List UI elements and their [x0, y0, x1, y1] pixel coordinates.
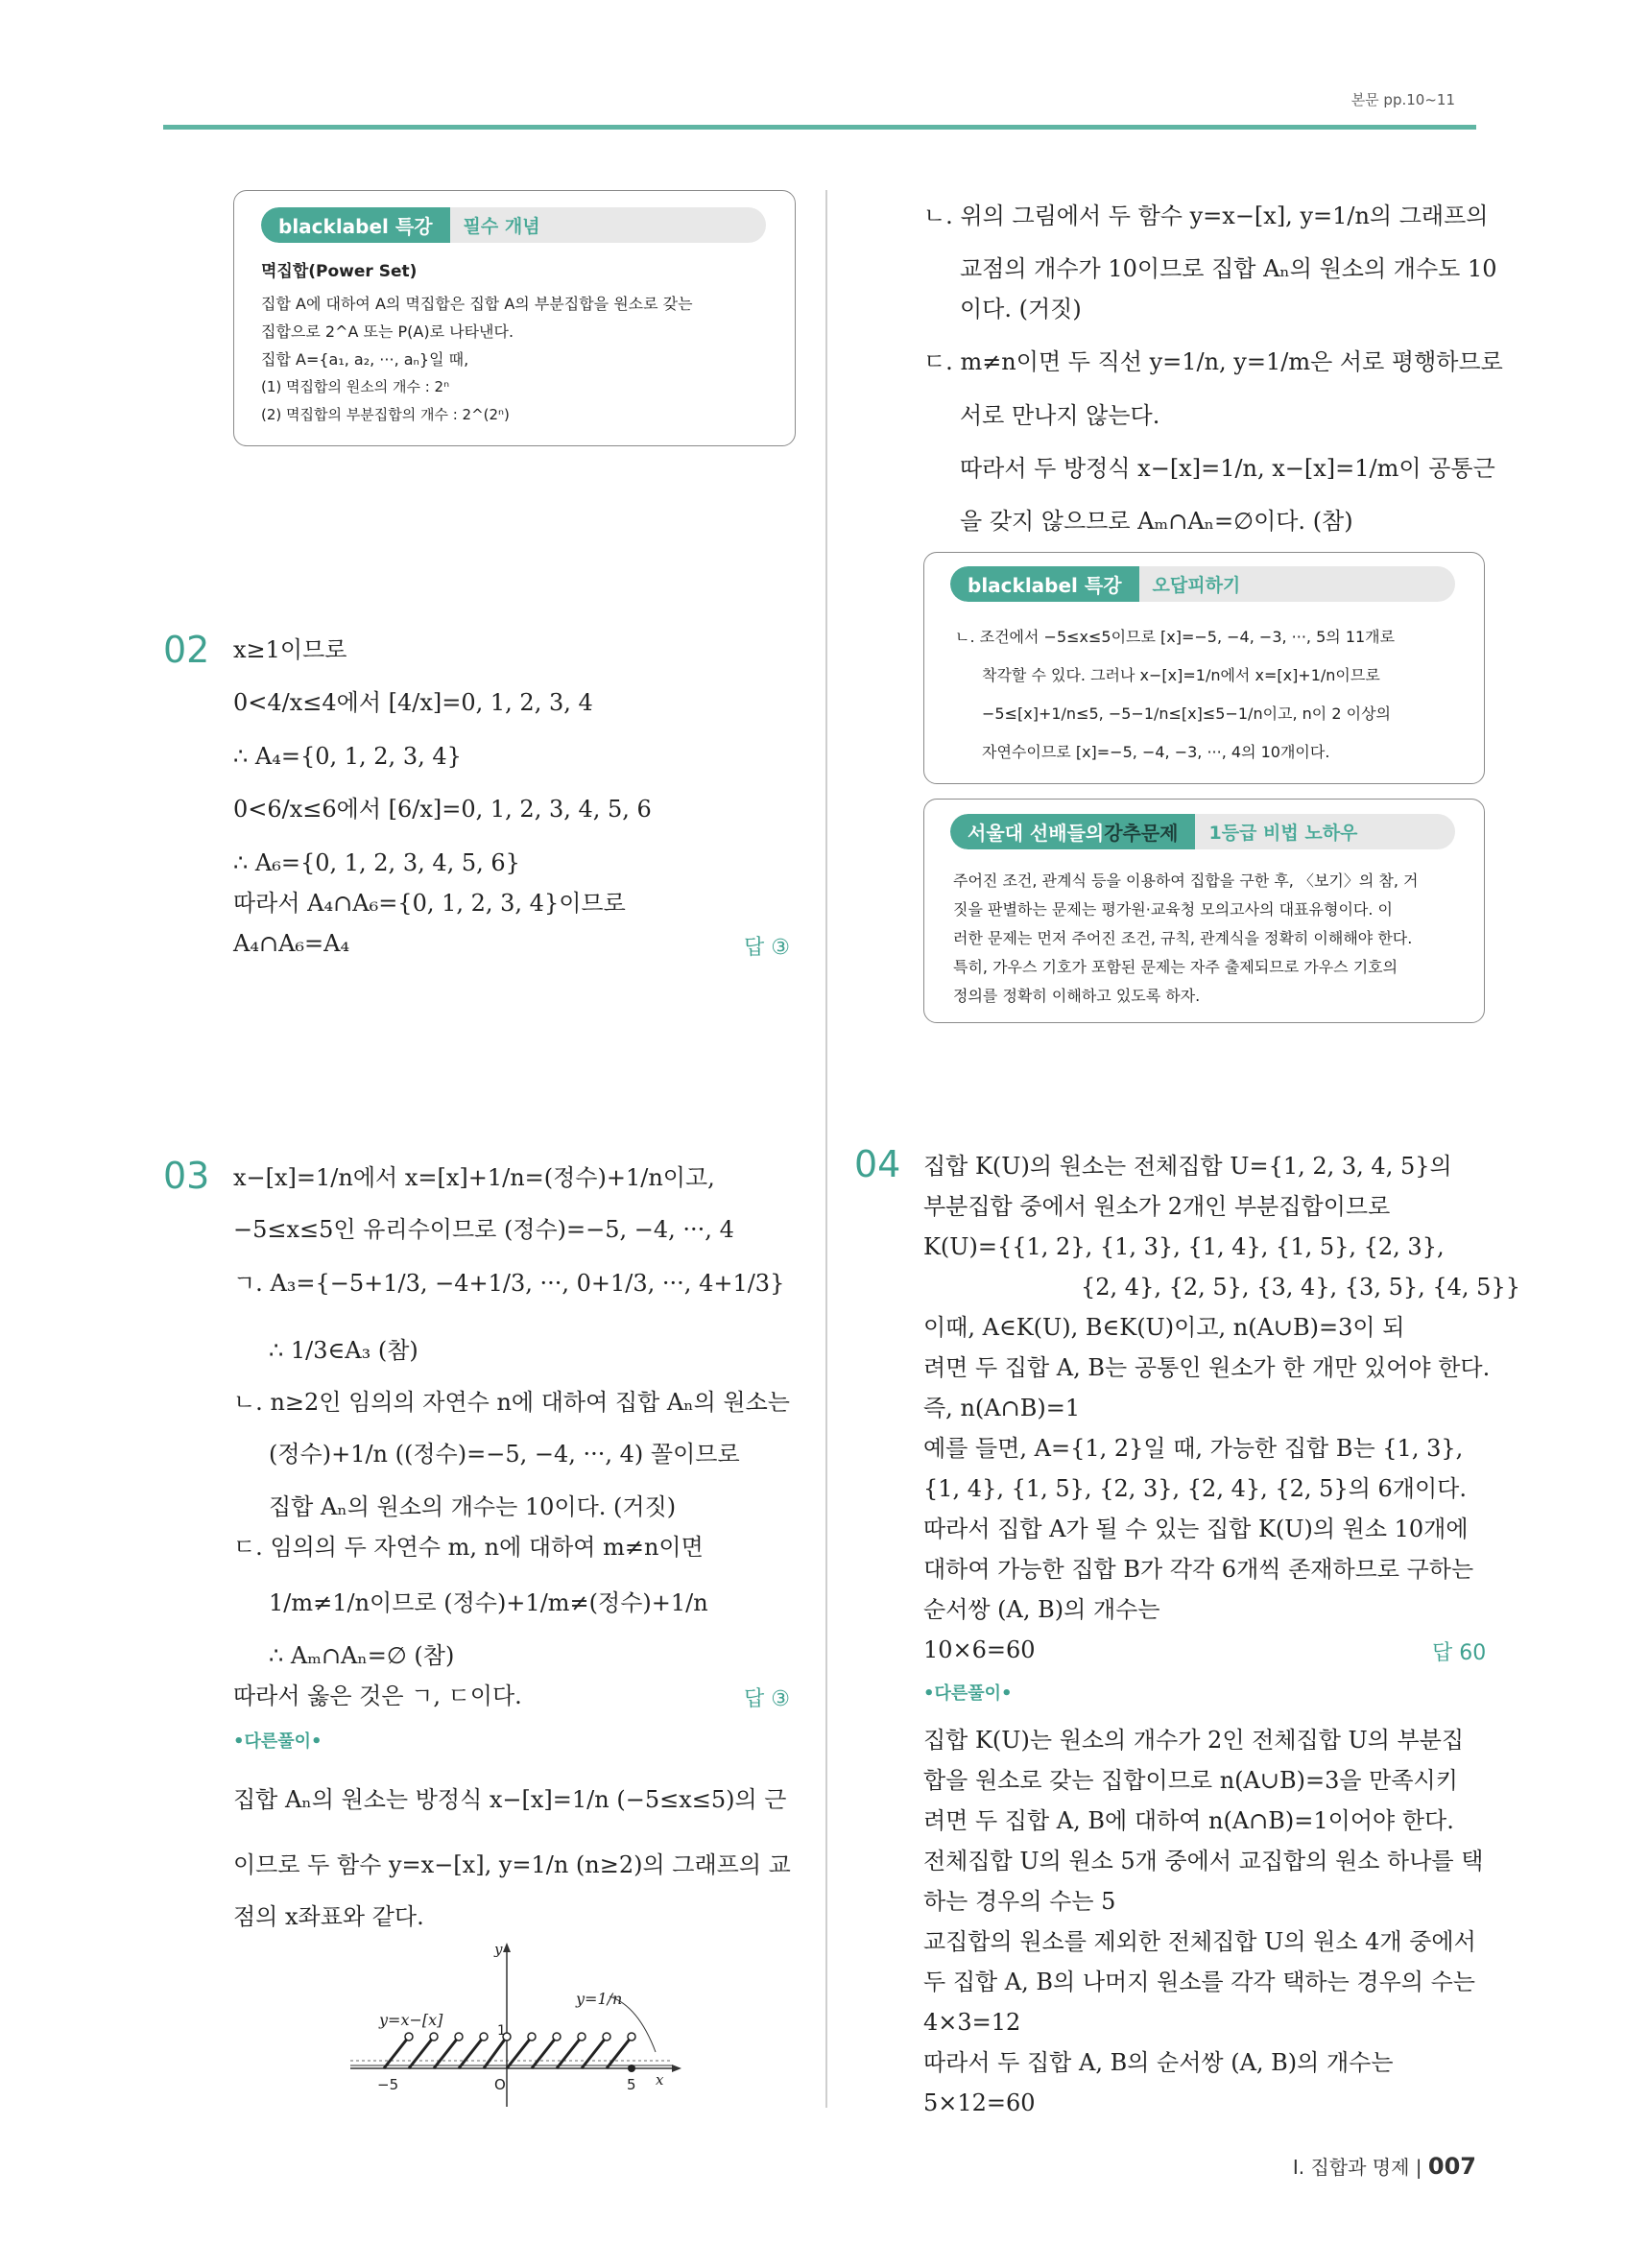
mistake-line: 착각할 수 있다. 그러나 x−[x]=1/n에서 x=[x]+1/n이므로 [982, 666, 1380, 684]
q04-line: 대하여 가능한 집합 B가 각각 6개씩 존재하므로 구하는 [923, 1556, 1474, 1583]
concept-title: 멱집합(Power Set) [261, 262, 418, 281]
q03-alt-line: 이므로 두 함수 y=x−[x], y=1/n (n≥2)의 그래프의 교 [233, 1851, 791, 1878]
mistake-line: 자연수이므로 [x]=−5, −4, −3, ···, 4의 10개이다. [982, 743, 1330, 761]
q04-alt-line: 전체집합 U의 원소 5개 중에서 교집합의 원소 하나를 택 [923, 1848, 1484, 1874]
tick-5: 5 [627, 2076, 636, 2093]
q04-alt-line: 집합 K(U)는 원소의 개수가 2인 전체집합 U의 부분집 [923, 1727, 1465, 1754]
right-line: 교점의 개수가 10이므로 집합 Aₙ의 원소의 개수도 10 [960, 255, 1497, 282]
q02-line: ∴ A₆={0, 1, 2, 3, 4, 5, 6} [233, 849, 520, 876]
q03-line: 따라서 옳은 것은 ㄱ, ㄷ이다. [233, 1683, 522, 1709]
q03-line: ∴ 1/3∈A₃ (참) [269, 1337, 418, 1364]
right-line: 을 갖지 않으므로 Aₘ∩Aₙ=∅이다. (참) [960, 508, 1353, 535]
tip-line: 주어진 조건, 관계식 등을 이용하여 집합을 구한 후, 〈보기〉의 참, 거 [953, 871, 1419, 890]
seoul-tag: 서울대 선배들의 강추문제 [950, 814, 1195, 849]
y-axis-arrow [503, 1943, 511, 1952]
mistake-box [923, 552, 1485, 784]
tip-label: 1등급 비법 노하우 [1208, 823, 1358, 844]
q04-line: K(U)={{1, 2}, {1, 3}, {1, 4}, {1, 5}, {2, 3}, [923, 1233, 1445, 1260]
q03-line: x−[x]=1/n에서 x=[x]+1/n=(정수)+1/n이고, [233, 1164, 715, 1191]
q04-line: 즉, n(A∩B)=1 [923, 1395, 1081, 1421]
q03-line: ㄷ. 임의의 두 자연수 m, n에 대하여 m≠n이면 [233, 1534, 704, 1561]
blacklabel-tag: blacklabel 특강 [261, 207, 450, 243]
page-number: 007 [1427, 2153, 1476, 2180]
tip-line: 정의를 정확히 이해하고 있도록 하자. [953, 987, 1201, 1005]
q03-line: 집합 Aₙ의 원소의 개수는 10이다. (거짓) [269, 1493, 677, 1520]
x-axis-label: x [656, 2071, 664, 2089]
q02-line: ∴ A₄={0, 1, 2, 3, 4} [233, 743, 462, 770]
concept-line: 집합 A={a₁, a₂, ···, aₙ}일 때, [261, 350, 469, 369]
sawtooth-segments [384, 2037, 632, 2068]
right-line: ㄴ. 위의 그림에서 두 함수 y=x−[x], y=1/n의 그래프의 [923, 203, 1489, 229]
q04-line: 이때, A∈K(U), B∈K(U)이고, n(A∪B)=3이 되 [923, 1314, 1405, 1341]
q04-line: 집합 K(U)의 원소는 전체집합 U={1, 2, 3, 4, 5}의 [923, 1153, 1452, 1180]
q04-line: 예를 들면, A={1, 2}일 때, 가능한 집합 B는 {1, 3}, [923, 1435, 1464, 1462]
x-axis-arrow [672, 2065, 681, 2072]
right-line: 서로 만나지 않는다. [960, 402, 1160, 429]
problem-number-03: 03 [163, 1155, 210, 1197]
q04-line: 부분집합 중에서 원소가 2개인 부분집합이므로 [923, 1193, 1391, 1220]
q04-alt-title: •다른풀이• [923, 1683, 1013, 1704]
q02-line: 따라서 A₄∩A₆={0, 1, 2, 3, 4}이므로 [233, 890, 626, 917]
tick-1: 1 [497, 2023, 506, 2039]
closed-point [628, 2065, 635, 2072]
column-divider [825, 190, 827, 2108]
mistake-line: ㄴ. 조건에서 −5≤x≤5이므로 [x]=−5, −4, −3, ···, 5의 11개로 [955, 628, 1396, 646]
saw-label: y=x−[x] [379, 2011, 443, 2029]
line-label: y=1/n [576, 1990, 623, 2008]
concept-box [233, 190, 796, 446]
header-rule [163, 125, 1476, 130]
q03-line: (정수)+1/n ((정수)=−5, −4, ···, 4) 꼴이므로 [269, 1441, 740, 1468]
q04-alt-line: 교집합의 원소를 제외한 전체집합 U의 원소 4개 중에서 [923, 1928, 1476, 1955]
problem-number-04: 04 [854, 1143, 901, 1185]
q03-alt-line: 점의 x좌표와 같다. [233, 1903, 424, 1930]
q03-answer: 답 ③ [744, 1687, 790, 1711]
tip-line: 특히, 가우스 기호가 포함된 문제는 자주 출제되므로 가우스 기호의 [953, 958, 1398, 976]
q04-alt-line: 두 집합 A, B의 나머지 원소를 각각 택하는 경우의 수는 [923, 1969, 1475, 1995]
q02-answer: 답 ③ [744, 936, 790, 960]
y-axis-label: y [494, 1941, 503, 1958]
q04-line: 려면 두 집합 A, B는 공통인 원소가 한 개만 있어야 한다. [923, 1354, 1491, 1381]
q04-alt-line: 4×3=12 [923, 2009, 1021, 2036]
q02-line: 0<4/x≤4에서 [4/x]=0, 1, 2, 3, 4 [233, 689, 593, 716]
sawtooth-graph [350, 1939, 686, 2112]
q03-line: −5≤x≤5인 유리수이므로 (정수)=−5, −4, ···, 4 [233, 1216, 734, 1243]
q04-alt-line: 합을 원소로 갖는 집합이므로 n(A∪B)=3을 만족시키 [923, 1767, 1458, 1794]
mistake-label: 오답피하기 [1152, 575, 1241, 596]
concept-line: 집합 A에 대하여 A의 멱집합은 집합 A의 부분집합을 원소로 갖는 [261, 295, 693, 313]
tip-line: 러한 문제는 먼저 주어진 조건, 규칙, 관계식을 정확히 이해해야 한다. [953, 929, 1413, 947]
concept-line: (1) 멱집합의 원소의 개수 : 2ⁿ [261, 378, 450, 395]
right-line: 이다. (거짓) [960, 296, 1082, 322]
q04-answer: 답 60 [1432, 1641, 1487, 1665]
concept-line: 집합으로 2^A 또는 P(A)로 나타낸다. [261, 322, 514, 341]
concept-line: (2) 멱집합의 부분집합의 개수 : 2^(2ⁿ) [261, 406, 510, 423]
q04-line: {2, 4}, {2, 5}, {3, 4}, {3, 5}, {4, 5}} [1081, 1274, 1520, 1301]
mistake-line: −5≤[x]+1/n≤5, −5−1/n≤[x]≤5−1/n이고, n이 2 이상의 [982, 704, 1391, 723]
tick-minus5: −5 [377, 2076, 399, 2093]
mistake-box-header [950, 566, 1455, 602]
right-line: ㄷ. m≠n이면 두 직선 y=1/n, y=1/m은 서로 평행하므로 [923, 348, 1503, 375]
q04-alt-line: 따라서 두 집합 A, B의 순서쌍 (A, B)의 개수는 [923, 2049, 1394, 2076]
q03-line: ∴ Aₘ∩Aₙ=∅ (참) [269, 1642, 455, 1669]
q04-line: 10×6=60 [923, 1636, 1036, 1663]
page-reference: 본문 pp.10~11 [1350, 91, 1455, 108]
open-points [405, 2033, 635, 2041]
q03-line: ㄱ. A₃={−5+1/3, −4+1/3, ···, 0+1/3, ···, 4+1/3} [233, 1270, 785, 1297]
q04-alt-line: 하는 경우의 수는 5 [923, 1888, 1116, 1915]
q03-alt-line: 집합 Aₙ의 원소는 방정식 x−[x]=1/n (−5≤x≤5)의 근 [233, 1786, 787, 1813]
q04-line: {1, 4}, {1, 5}, {2, 3}, {2, 4}, {2, 5}의 6개이다. [923, 1475, 1467, 1502]
page-footer [1293, 2152, 1476, 2180]
right-line: 따라서 두 방정식 x−[x]=1/n, x−[x]=1/m이 공통근 [960, 455, 1495, 482]
blacklabel-tag: blacklabel 특강 [950, 566, 1139, 602]
origin-label: O [494, 2076, 506, 2093]
tip-box-header [950, 814, 1455, 849]
q03-alt-title: •다른풀이• [233, 1731, 323, 1752]
problem-number-02: 02 [163, 629, 210, 671]
concept-box-header [261, 207, 766, 243]
q02-line: 0<6/x≤6에서 [6/x]=0, 1, 2, 3, 4, 5, 6 [233, 796, 652, 823]
q03-line: ㄴ. n≥2인 임의의 자연수 n에 대하여 집합 Aₙ의 원소는 [233, 1389, 790, 1416]
concept-label: 필수 개념 [463, 216, 540, 237]
q04-line: 따라서 집합 A가 될 수 있는 집합 K(U)의 원소 10개에 [923, 1516, 1469, 1542]
tip-line: 짓을 판별하는 문제는 평가원·교육청 모의고사의 대표유형이다. 이 [953, 900, 1394, 919]
q02-line: A₄∩A₆=A₄ [233, 930, 350, 957]
q03-line: 1/m≠1/n이므로 (정수)+1/m≠(정수)+1/n [269, 1589, 708, 1616]
q02-line: x≥1이므로 [233, 636, 347, 663]
chapter-label: Ⅰ. 집합과 명제 | [1292, 2156, 1428, 2179]
q04-alt-line: 5×12=60 [923, 2089, 1036, 2116]
tip-box [923, 799, 1485, 1023]
q04-line: 순서쌍 (A, B)의 개수는 [923, 1596, 1160, 1623]
q04-alt-line: 려면 두 집합 A, B에 대하여 n(A∩B)=1이어야 한다. [923, 1807, 1454, 1834]
